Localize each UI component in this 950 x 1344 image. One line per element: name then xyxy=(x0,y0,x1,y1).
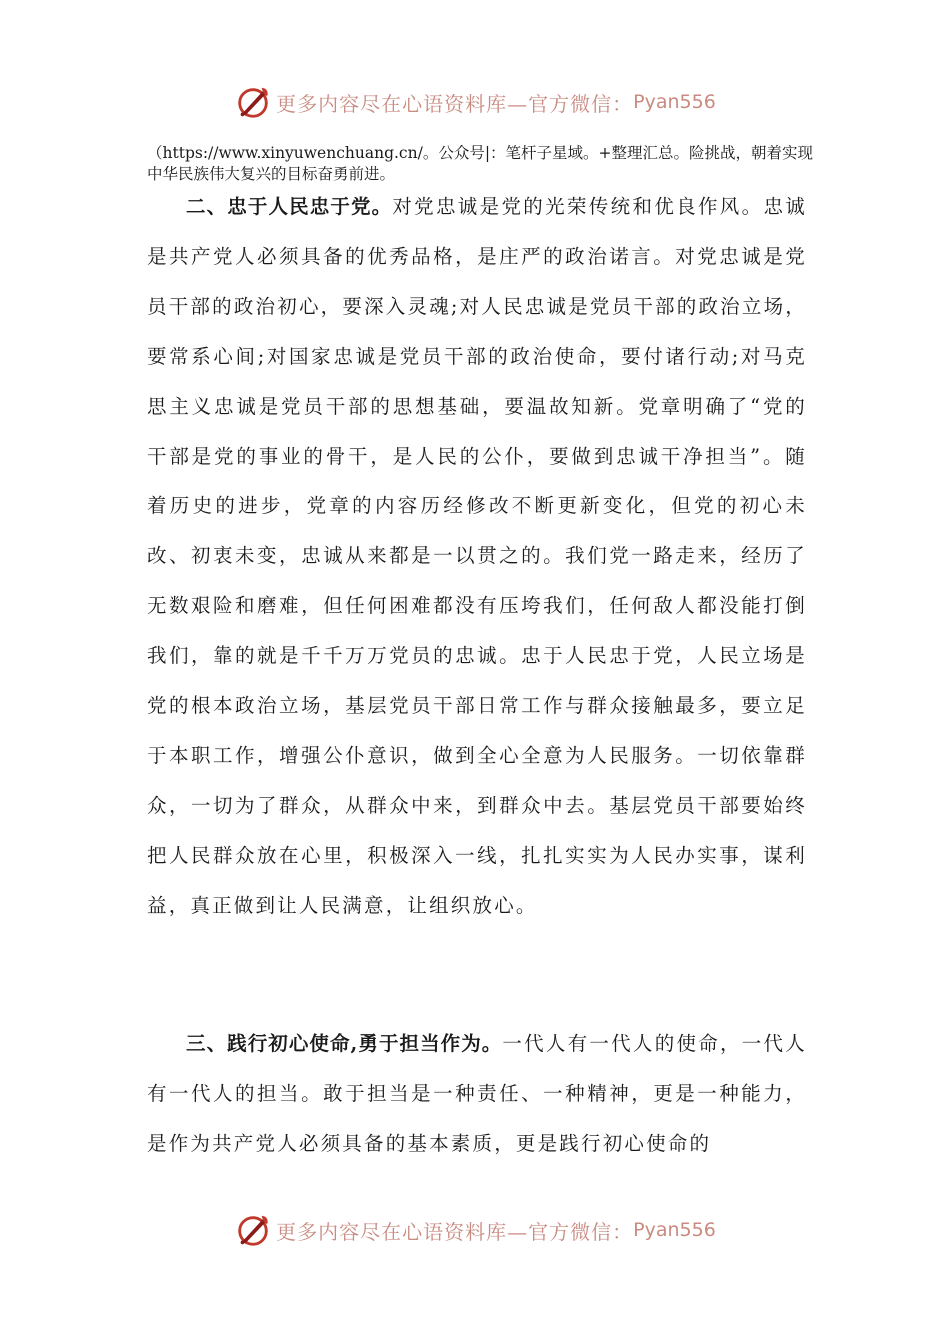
wechat-id: Pyan556 xyxy=(633,1219,716,1241)
section-body: 对党忠诚是党的光荣传统和优良作风。忠诚是共产党人必须具备的优秀品格，是庄严的政治诺言。对党忠诚是党员干部的政治初心，要深入灵魂;对人民忠诚是党员干部的政治立场，要常系心间;对国家忠诚是党员干部的政治使命，要付诸行动;对马克思主义忠诚是党员干部的思想基础，要温故知新。党章明确了“党的干部是党的事业的骨干，是人民的公仆，要做到忠诚干净担当”。随着历史的进步，党章的内容历经修改不断更新变化，但党的初心未改、初衷未变，忠诚从来都是一以贯之的。我们党一路走来，经历了无数艰险和磨难，但任何困难都没有压垮我们，任何敌人都没能打倒我们，靠的就是千千万万党员的忠诚。忠于人民忠于党，人民立场是党的根本政治立场，基层党员干部日常工作与群众接触最多，要立足于本职工作，增强公仆意识，做到全心全意为人民服务。一切依靠群众，一切为了群众，从群众中来，到群众中去。基层党员干部要始终把人民群众放在心里，积极深入一线，扎扎实实为人民办实事，谋利益，真正做到让人民满意，让组织放心。 xyxy=(147,195,807,917)
source-line: （https://www.xinyuwenchuang.cn/。公众号|：笔杆子星域。+整理汇总。险挑战，朝着实现中华民族伟大复兴的目标奋勇前进。 xyxy=(147,144,814,183)
quill-logo-icon xyxy=(234,83,272,121)
section-heading: 三、践行初心使命,勇于担当作为。 xyxy=(186,1032,503,1055)
footer-banner xyxy=(0,1208,950,1252)
section-paragraph xyxy=(147,1019,807,1169)
wechat-id: Pyan556 xyxy=(633,91,716,113)
section-body: 一代人有一代人的使命，一代人有一代人的担当。敢于担当是一种责任、一种精神，更是一种能力，是作为共产党人必须具备的基本素质，更是践行初心使命的 xyxy=(147,1032,807,1155)
section-paragraph xyxy=(147,182,807,931)
quill-logo-icon xyxy=(234,1211,272,1249)
header-banner xyxy=(0,80,950,124)
banner-text: 更多内容尽在心语资料库—官方微信： xyxy=(276,91,634,116)
banner-text: 更多内容尽在心语资料库—官方微信： xyxy=(276,1219,634,1244)
section-heading: 二、忠于人民忠于党。 xyxy=(186,195,393,218)
